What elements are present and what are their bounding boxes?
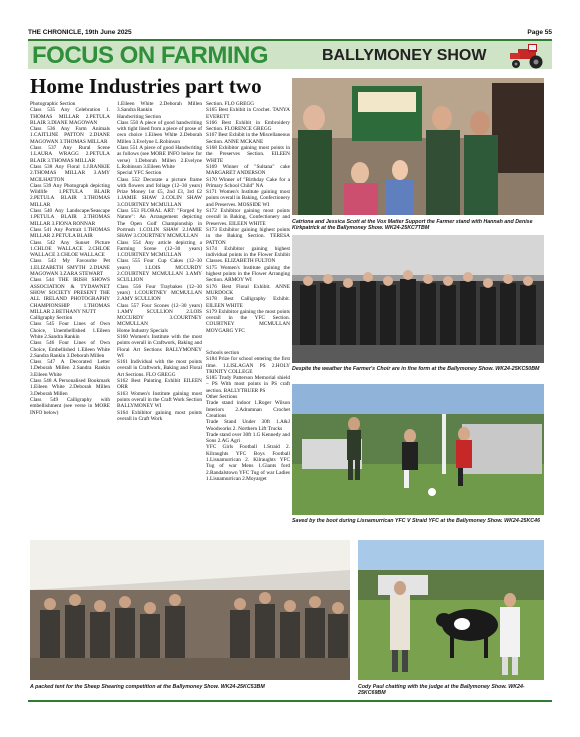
footer-rule [28,700,552,702]
photo-football-match [292,384,544,515]
banner-section: BALLYMONEY SHOW [322,47,487,64]
photo-caption: Catriona and Jessica Scott at the Vox Matter Support the Farmer stand with Hannah and Denise Kirkpatrick at the Ballymoney Show. WK24-25KC7TBM [292,219,533,232]
publication-date: THE CHRONICLE, 19th June 2025 [28,29,132,36]
tractor-icon [506,43,550,69]
results-column-3 [206,101,290,346]
results-column-2 [117,101,202,511]
column-text: Schools section S184 Prize for school entering the first time. 1.LISLAGAN PS 2.HOLY TRINITY COLLEGE S185 Trudy Patterson Memorial shield – PS With most points in PS craft section. BALLYTRUER PS Other Sections Trade stand indoor 1.Roger Wilson Interiors 2.Adramnan Crochet Creations Trade Stand Under 30ft 1.A&J Woodworks 2. Northern Lift Trucks Trade stand over 30ft 1.G Kennedy and Sons 2.AG Agri YFC Girls Football 1.Straid 2. Kilraughts YFC Boys Football 1.Lisnamurrican 2. Kilraughts YFC Tug of war Mens 1.Giants ford 2.Randalstown YFC Tug of war Ladies 1.Lisnamurrican 2.Moyarget [206,350,290,482]
page-header [28,29,552,39]
photo-caption: A packed tent for the Sheep Shearing competition at the Ballymoney Show. WK24-25KC53BM [30,684,265,690]
photo-caption: Cody Paul chatting with the judge at the Ballymoney Show. WK24-25KC69BM [358,684,525,697]
photo-caption: Despite the weather the Farmer's Choir are in fine form at the Ballymoney Show. WK24-25KC50BM [292,366,540,372]
column-text: Section. FLO GREGG S165 Best Exhibit in Crochet. TANYA EVERETT S166 Best Exhibit in Embroidery Section. FLORENCE GREGG S167 Best Exhibit in the Miscellaneous Section. ANNE MCKANE S168 Exhibitor gaining most points in the Preserves Section. EILEEN WHITE S169 Winner of "Sultana" cake MARGARET ANDERSON S170 Winner of "Birthday Cake for a Primary School Child" NA S171 Women's Institute gaining most points overall in Baking, Confectionery and Preserves. MOSSIDE WI S172 Exhibitor gaining most points overall in Baking, Confectionery and Preserves. EILEEN WHITE S173 Exhibitor gaining highest points in the Baking Section. TERESA PATTON S174 Exhibitor gaining highest individual points in the Flower Exhibit Classes. ELIZABETH FULTON S175 Women's Institute gaining the highest points in the Flower Arranging Section. ARMOY WI S176 Best Floral Exhibit. ANNE MURDOCK S178 Best Calligraphy Exhibit. EILEEN WHITE S179 Exhibitor gaining the most points overall in the YFC Section. COURTNEY MCMULLAN MOYGARG YFC [206,101,290,334]
photo-cattle-judging [358,540,544,680]
section-banner [28,39,552,69]
column-text: 1.Eileen White 2.Deborah Millen 3.Sandra Rankin Handwriting Section Class 550 A piece of good handwriting with tight lined from a piece of prose of own choice 1.Eileen White 2.Deborah Millen 3.Evelyne L.Robinson Class 551 A piece of good Handwriting as follows (see MORE INFO below for verse) 1.Deborah Millen 2.Evelyne L.Robinson 3.Eileen White Special YFC Section Class 552 Decorate a picture frame with flowers and foliage (12–30 years) Prize Money 1st £5, 2nd £3, 3rd £2 1.JAMIE SHAW 2.COLIN SHAW 3.COURTNEY MCMULLAN Class 553 FLORAL ART: "Forged by Nature": An Arrangement depicting The Open Golf Championship in Portrush 1.COLIN SHAW 2.JAMIE SHAW 3.COURTNEY MCMULLAN Class 554 Any article depicting a Farming Scene (12–30 years) 1.COURTNEY MCMULLAN Class 555 Four Cup Cakes (12–30 years) 1.LOIS MCCURDY 2.COURTNEY MCMULLAN 3.AMY SCULLION Class 556 Four Traybakes (12–30 years) 1.COURTNEY MCMULLAN 2.AMY SCULLION Class 557 Four Scones (12–30 years) 1.AMY SCULLION 2.LOIS MCCURDY 3.COURTNEY MCMULLAN Home Industry Specials S160 Women's Institute with the most points overall in Craftwork, Baking and Floral Art Sections BALLYMONEY WI S161 Individual with the most points overall in Craftwork, Baking and Floral Art Sections. FLO GREGG S162 Best Painting Exhibit EILEEN ORR S163 Women's Institute gaining most points overall in the Craft Work Section BALLYMONEY WI S164 Exhibitor gaining most points overall in Craft Work [117,101,202,422]
banner-title: FOCUS ON FARMING [32,42,268,69]
photo-farmers-choir [292,235,544,363]
article-headline: Home Industries part two [30,74,262,98]
photo-support-farmer-stand [292,78,544,215]
results-column-4 [206,350,290,510]
results-column-1 [30,101,110,511]
photo-caption: Saved by the boot during Lisnamurrican YFC V Straid YFC at the Ballymoney Show. WK24-25KC46 [292,518,541,524]
photo-sheep-shearing-tent [30,540,350,680]
page-number: Page 55 [527,29,552,36]
column-text: Photographic Section Class 535 Any Celebration 1. THOMAS MILLAR 2.PETULA BLAIR 3.DIANE MAGOWAN Class 536 Any Farm Animals 1.CAITLINE PATTON 2.DIANE MAGOWAN 3.THOMAS MILLAR Class 537 Any Rural Scene 1.LAURA WRAGG 2.PETULA BLAIR 3.THOMAS MILLAR Class 538 Any Floral 1.J.RANKIE 2.THOMAS MILLAR 3.AMY MCILHATTON Class 539 Any Photograph depicting Wildlife 1.PETULA BLAIR 2.PETULA BLAIR 3.THOMAS MILLAR Class 540 Any Landscape/Seascape 1.PETULA BLAIR 2.THOMAS MILLAR 3.FIONA RONNAR Class 541 Any Portrait 1.THOMAS MILLAR 2.PETULA BLAIR Class 542 Any Sunset Picture 1.CHLOE WALLACE 2.CHLOE WALLACE 3.CHLOE WALLACE Class 543 My Favourite Pet 1.ELIZABETH SMYTH 2.DIANE MAGOWAN 3.ZARA STEWART Class 544 THE IRISH SHOWS ASSOCIATION & TYDAWNET SHOW SOCIETY PRESENT THE ALL IRELAND PHOTOGRAPHY CHAMPIONSHIP 1.THOMAS MILLAR 2.BETHANY NUTT Calligraphy Section Class 545 Four Lines of Own Choice, Unembellished 1.Eileen White 2.Sandra Rankin Class 546 Four Lines of Own Choice, Embellished 1.Eileen White 2.Sandra Rankin 3.Deborah Millen Class 547 A Decorated Letter 1.Deborah Millen 2.Sandra Rankin 3.Eileen White Class 548 A Personalised Bookmark 1.Eileen White 2.Deborah Millen 3.Deborah Millen Class 549 Calligraphy with embellishment (see verse in MORE INFO below) [30,101,110,416]
